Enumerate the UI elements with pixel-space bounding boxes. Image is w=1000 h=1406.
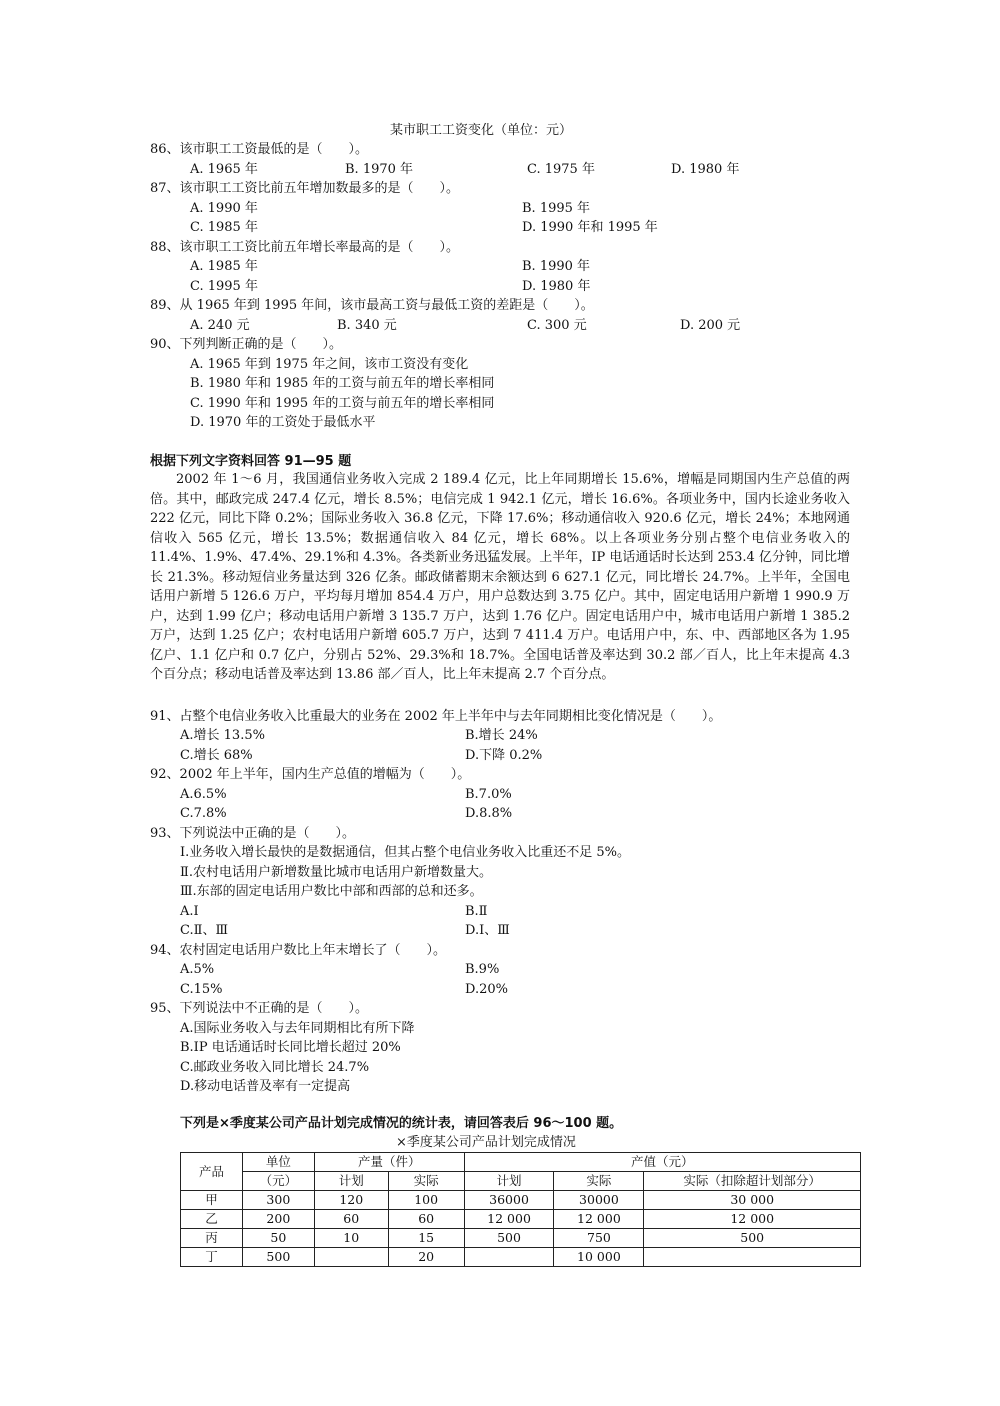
question-89-option-a: A. 240 元: [190, 318, 250, 333]
table-row: [181, 1248, 861, 1267]
cell-product: 丁: [181, 1248, 243, 1267]
cell-value-actual-adjusted: 12 000: [644, 1210, 861, 1229]
question-91-option-d: D.下降 0.2%: [465, 748, 543, 763]
header-product: 产品: [181, 1153, 243, 1191]
cell-value-plan: [464, 1248, 554, 1267]
question-89-option-c: C. 300 元: [527, 318, 587, 333]
header-value-actual-adjusted: 实际（扣除超计划部分）: [644, 1172, 861, 1191]
question-94-option-d: D.20%: [465, 982, 508, 997]
cell-value-plan: 500: [464, 1229, 554, 1248]
question-87-stem: 87、该市职工工资比前五年增加数最多的是（ ）。: [150, 181, 460, 196]
question-91-option-c: C.增长 68%: [180, 748, 253, 763]
table-subheader-row: [181, 1172, 861, 1191]
question-93-option-c: C.Ⅱ、Ⅲ: [180, 923, 228, 938]
question-95-option-b: B.IP 电话通话时长同比增长超过 20%: [180, 1040, 401, 1055]
header-qty-plan: 计划: [314, 1172, 388, 1191]
question-90-option-a: A. 1965 年到 1975 年之间，该市工资没有变化: [190, 357, 469, 372]
question-95-option-d: D.移动电话普及率有一定提高: [180, 1079, 351, 1094]
table-title: ×季度某公司产品计划完成情况: [396, 1135, 576, 1150]
cell-unit-price: 50: [242, 1229, 314, 1248]
table-row: [181, 1191, 861, 1210]
chart-caption: 某市职工工资变化（单位：元）: [390, 123, 573, 138]
question-95-option-a: A.国际业务收入与去年同期相比有所下降: [180, 1021, 415, 1036]
question-92-option-a: A.6.5%: [180, 787, 227, 802]
cell-product: 丙: [181, 1229, 243, 1248]
question-92-option-c: C.7.8%: [180, 806, 227, 821]
header-value: 产值（元）: [464, 1153, 860, 1172]
cell-unit-price: 500: [242, 1248, 314, 1267]
question-90-stem: 90、下列判断正确的是（ ）。: [150, 337, 343, 352]
question-89-stem: 89、从 1965 年到 1995 年间，该市最高工资与最低工资的差距是（ ）。: [150, 298, 594, 313]
question-89-option-b: B. 340 元: [337, 318, 397, 333]
cell-value-plan: 36000: [464, 1191, 554, 1210]
question-93-option-a: A.Ⅰ: [180, 904, 199, 919]
cell-value-plan: 12 000: [464, 1210, 554, 1229]
question-86-stem: 86、该市职工工资最低的是（ ）。: [150, 142, 369, 157]
question-94-option-c: C.15%: [180, 982, 223, 997]
cell-value-actual-adjusted: 500: [644, 1229, 861, 1248]
question-86-option-d: D. 1980 年: [671, 162, 740, 177]
header-quantity: 产量（件）: [314, 1153, 464, 1172]
cell-qty-actual: 15: [388, 1229, 464, 1248]
cell-qty-plan: [314, 1248, 388, 1267]
cell-qty-actual: 20: [388, 1248, 464, 1267]
cell-product: 甲: [181, 1191, 243, 1210]
question-91-option-a: A.增长 13.5%: [180, 728, 265, 743]
cell-unit-price: 300: [242, 1191, 314, 1210]
question-93-statement-3: Ⅲ.东部的固定电话用户数比中部和西部的总和还多。: [180, 884, 483, 899]
table-header-row: [181, 1153, 861, 1172]
production-table: [180, 1152, 861, 1267]
table-row: [181, 1229, 861, 1248]
cell-product: 乙: [181, 1210, 243, 1229]
question-95-stem: 95、下列说法中不正确的是（ ）。: [150, 1001, 369, 1016]
cell-qty-plan: 60: [314, 1210, 388, 1229]
question-92-option-b: B.7.0%: [465, 787, 512, 802]
question-86-option-a: A. 1965 年: [190, 162, 258, 177]
question-94-option-b: B.9%: [465, 962, 500, 977]
question-93-stem: 93、下列说法中正确的是（ ）。: [150, 826, 356, 841]
question-88-option-b: B. 1990 年: [522, 259, 591, 274]
question-92-stem: 92、2002 年上半年，国内生产总值的增幅为（ ）。: [150, 767, 471, 782]
section-3-heading: 下列是×季度某公司产品计划完成情况的统计表，请回答表后 96～100 题。: [180, 1116, 623, 1131]
header-unit: 单位: [242, 1153, 314, 1172]
section-2-heading: 根据下列文字资料回答 91—95 题: [150, 454, 352, 469]
question-87-option-a: A. 1990 年: [190, 201, 258, 216]
question-86-option-c: C. 1975 年: [527, 162, 595, 177]
cell-value-actual: 750: [554, 1229, 644, 1248]
header-unit-currency: （元）: [242, 1172, 314, 1191]
cell-unit-price: 200: [242, 1210, 314, 1229]
table-row: [181, 1210, 861, 1229]
reading-passage-text: 2002 年 1～6 月，我国通信业务收入完成 2 189.4 亿元，比上年同期增长 15.6%，增幅是同期国内生产总值的两倍。其中，邮政完成 247.4 亿元，增长 8.5%；电信完成 1 942.1 亿元，增长 16.6%。各项业务中，国内长途业务收入 222 亿元，同比下降 0.2%；国际业务收入 36.8 亿元，下降 17.6%；移动通信收入 920.6 亿元，增长 24%；本地网通信收入 565 亿元，增长 13.5%；数据通信收入 84 亿元，增长 68%。以上各项业务分别占整个电信业务收入的 11.4%、1.9%、47.4%、29.1%和 4.3%。各类新业务迅猛发展。上半年，IP 电话通话时长达到 253.4 亿分钟，同比增长 21.3%。移动短信业务量达到 326 亿条。邮政储蓄期末余额达到 6 627.1 亿元，同比增长 24.7%。上半年，全国电话用户新增 5 126.6 万户，平均每月增加 854.4 万户，用户总数达到 3.75 亿户。其中，固定电话用户新增 1 990.9 万户，达到 1.99 亿户；移动电话用户新增 3 135.7 万户，达到 1.76 亿户。固定电话用户中，城市电话用户新增 1 385.2 万户，达到 1.25 亿户；农村电话用户新增 605.7 万户，达到 7 411.4 万户。电话用户中，东、中、西部地区各为 1.95 亿户、1.1 亿户和 0.7 亿户，分别占 52%、29.3%和 18.7%。全国电话普及率达到 30.2 部／百人，比上年末提高 4.3 个百分点；移动电话普及率达到 13.86 部／百人，比上年末提高 2.7 个百分点。: [150, 472, 850, 682]
cell-qty-actual: 60: [388, 1210, 464, 1229]
question-89-option-d: D. 200 元: [680, 318, 741, 333]
question-90-option-c: C. 1990 年和 1995 年的工资与前五年的增长率相同: [190, 396, 495, 411]
question-91-option-b: B.增长 24%: [465, 728, 538, 743]
question-88-option-a: A. 1985 年: [190, 259, 258, 274]
question-93-statement-1: Ⅰ.业务收入增长最快的是数据通信，但其占整个电信业务收入比重还不足 5%。: [180, 845, 631, 860]
header-value-actual: 实际: [554, 1172, 644, 1191]
question-93-option-d: D.Ⅰ、Ⅲ: [465, 923, 510, 938]
question-86-option-b: B. 1970 年: [345, 162, 414, 177]
header-value-plan: 计划: [464, 1172, 554, 1191]
question-93-option-b: B.Ⅱ: [465, 904, 488, 919]
question-87-option-c: C. 1985 年: [190, 220, 258, 235]
header-qty-actual: 实际: [388, 1172, 464, 1191]
question-88-option-c: C. 1995 年: [190, 279, 258, 294]
cell-value-actual-adjusted: [644, 1248, 861, 1267]
cell-qty-plan: 120: [314, 1191, 388, 1210]
question-92-option-d: D.8.8%: [465, 806, 513, 821]
reading-passage: [150, 470, 850, 685]
question-88-option-d: D. 1980 年: [522, 279, 591, 294]
question-87-option-b: B. 1995 年: [522, 201, 591, 216]
question-93-statement-2: Ⅱ.农村电话用户新增数量比城市电话用户新增数量大。: [180, 865, 492, 880]
cell-value-actual: 30000: [554, 1191, 644, 1210]
question-87-option-d: D. 1990 年和 1995 年: [522, 220, 658, 235]
question-88-stem: 88、该市职工工资比前五年增长率最高的是（ ）。: [150, 240, 460, 255]
question-90-option-d: D. 1970 年的工资处于最低水平: [190, 415, 376, 430]
question-94-stem: 94、农村固定电话用户数比上年末增长了（ ）。: [150, 943, 447, 958]
question-90-option-b: B. 1980 年和 1985 年的工资与前五年的增长率相同: [190, 376, 495, 391]
question-91-stem: 91、占整个电信业务收入比重最大的业务在 2002 年上半年中与去年同期相比变化情况是（ ）。: [150, 709, 722, 724]
cell-value-actual: 12 000: [554, 1210, 644, 1229]
question-94-option-a: A.5%: [180, 962, 215, 977]
cell-value-actual: 10 000: [554, 1248, 644, 1267]
cell-value-actual-adjusted: 30 000: [644, 1191, 861, 1210]
question-95-option-c: C.邮政业务收入同比增长 24.7%: [180, 1060, 370, 1075]
cell-qty-plan: 10: [314, 1229, 388, 1248]
cell-qty-actual: 100: [388, 1191, 464, 1210]
